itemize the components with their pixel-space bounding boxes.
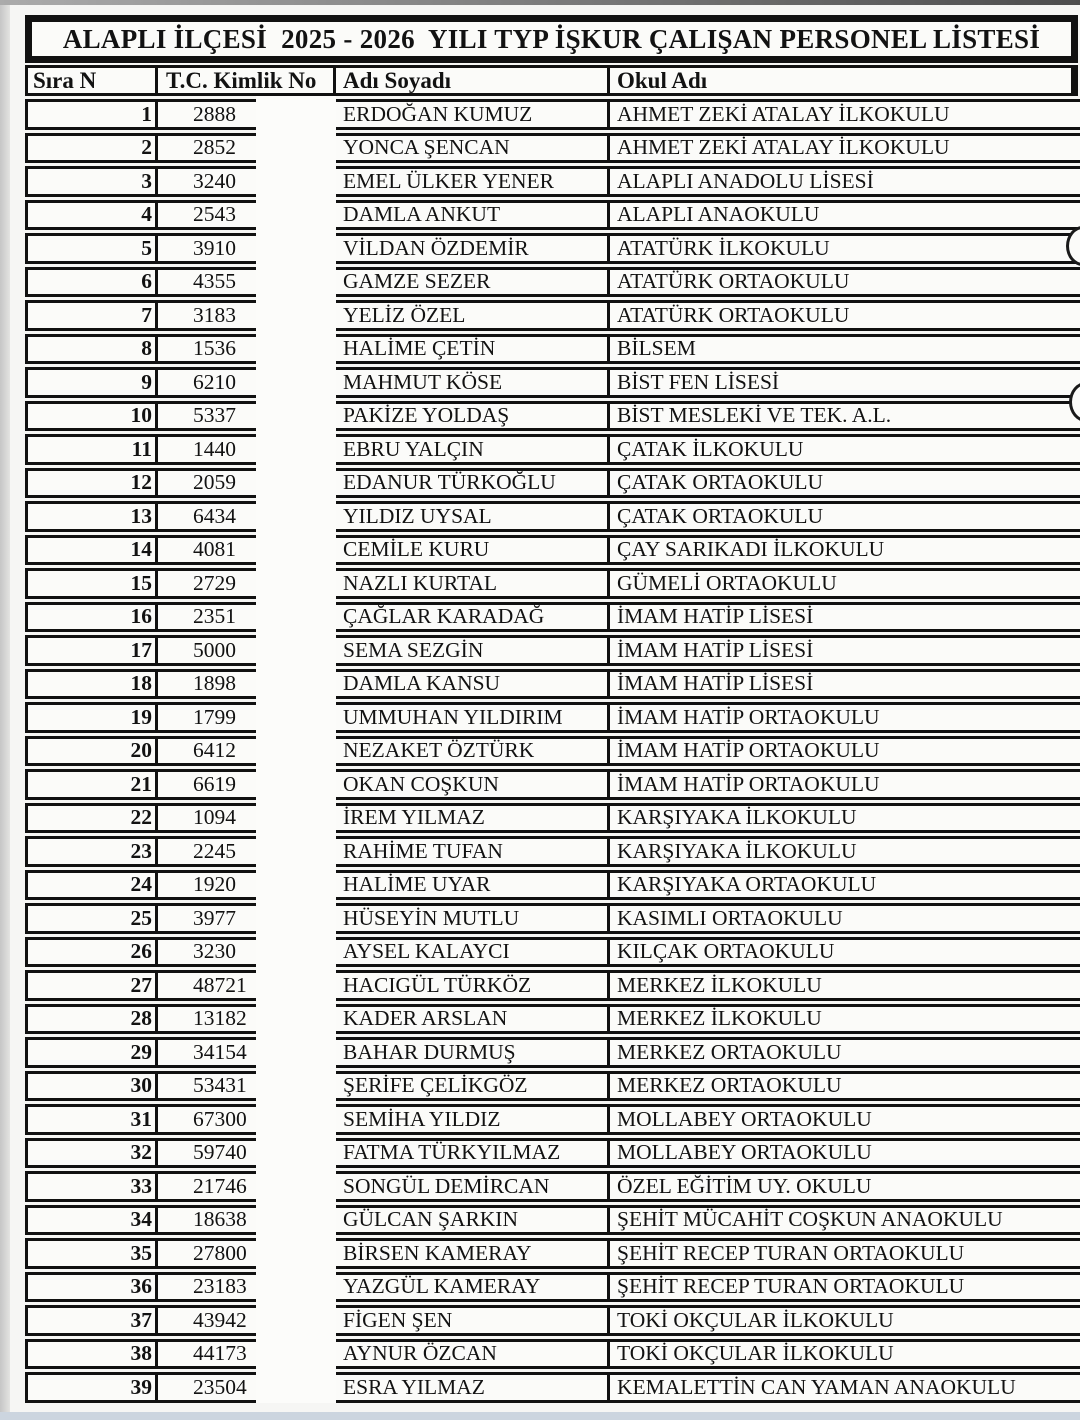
school-cell: İMAM HATİP LİSESİ: [617, 604, 814, 628]
school-cell: ÇATAK İLKOKULU: [617, 437, 804, 461]
name-cell: GÜLCAN ŞARKIN: [336, 1208, 610, 1233]
table-row: [25, 1004, 1080, 1035]
id-cell: 59740: [158, 1141, 336, 1166]
school-cell: BİST MESLEKİ VE TEK. A.L.: [617, 403, 892, 427]
school-cell: ŞEHİT RECEP TURAN ORTAOKULU: [617, 1241, 965, 1265]
name-cell: SEMA SEZGİN: [336, 638, 610, 663]
table-row: [25, 501, 1080, 532]
row-number-cell: 13: [28, 504, 158, 529]
header-order: Sıra N: [28, 68, 158, 93]
id-cell: 1898: [158, 672, 336, 697]
id-cell: 6434: [158, 504, 336, 529]
school-cell: MERKEZ İLKOKULU: [617, 1006, 822, 1030]
name-cell: NAZLI KURTAL: [336, 571, 610, 596]
table-row: [25, 937, 1080, 968]
header-national-id: T.C. Kimlik No: [158, 68, 336, 93]
table-row: [25, 635, 1080, 666]
school-cell: İMAM HATİP ORTAOKULU: [617, 772, 880, 796]
row-number-cell: 6: [28, 270, 158, 295]
row-number-cell: 17: [28, 638, 158, 663]
table-row: [25, 1104, 1080, 1135]
name-cell: YAZGÜL KAMERAY: [336, 1275, 610, 1300]
name-cell: SONGÜL DEMİRCAN: [336, 1174, 610, 1199]
row-number-cell: 10: [28, 404, 158, 429]
school-cell: AHMET ZEKİ ATALAY İLKOKULU: [617, 102, 950, 126]
name-cell: SEMİHA YILDIZ: [336, 1107, 610, 1132]
school-cell: MOLLABEY ORTAOKULU: [617, 1107, 872, 1131]
table-row: [25, 468, 1080, 499]
school-cell: ÇATAK ORTAOKULU: [617, 504, 824, 528]
id-cell: 48721: [158, 973, 336, 998]
row-number-cell: 37: [28, 1308, 158, 1333]
table-row: [25, 1339, 1080, 1370]
name-cell: UMMUHAN YILDIRIM: [336, 705, 610, 730]
id-cell: 3230: [158, 940, 336, 965]
name-cell: YILDIZ UYSAL: [336, 504, 610, 529]
row-number-cell: 28: [28, 1007, 158, 1032]
table-row: [25, 1305, 1080, 1336]
name-cell: AYNUR ÖZCAN: [336, 1342, 610, 1367]
photo-left-edge: [0, 5, 10, 1420]
row-number-cell: 7: [28, 303, 158, 328]
id-cell: 43942: [158, 1308, 336, 1333]
id-cell: 23504: [158, 1375, 336, 1400]
school-cell: KEMALETTİN CAN YAMAN ANAOKULU: [617, 1375, 1016, 1399]
name-cell: HALİME UYAR: [336, 873, 610, 898]
name-cell: İREM YILMAZ: [336, 806, 610, 831]
name-cell: OKAN COŞKUN: [336, 772, 610, 797]
name-cell: GAMZE SEZER: [336, 270, 610, 295]
id-cell: 2888: [158, 102, 336, 127]
table-body: [25, 99, 1080, 1403]
name-cell: YELİZ ÖZEL: [336, 303, 610, 328]
school-cell: MOLLABEY ORTAOKULU: [617, 1140, 872, 1164]
name-cell: FATMA TÜRKYILMAZ: [336, 1141, 610, 1166]
table-row: [25, 1272, 1080, 1303]
school-cell: ŞEHİT MÜCAHİT COŞKUN ANAOKULU: [617, 1207, 1003, 1231]
school-cell: ATATÜRK İLKOKULU: [617, 236, 830, 260]
table-row: [25, 903, 1080, 934]
name-cell: ERDOĞAN KUMUZ: [336, 102, 610, 127]
id-cell: 13182: [158, 1007, 336, 1032]
name-cell: FİGEN ŞEN: [336, 1308, 610, 1333]
row-number-cell: 38: [28, 1342, 158, 1367]
table-row: [25, 736, 1080, 767]
school-cell: İMAM HATİP ORTAOKULU: [617, 738, 880, 762]
table-row: [25, 870, 1080, 901]
table-row: [25, 970, 1080, 1001]
table-row: [25, 1238, 1080, 1269]
id-cell: 1440: [158, 437, 336, 462]
photo-bottom-edge: [0, 1412, 1080, 1420]
personnel-table: [25, 15, 1080, 1403]
table-row: [25, 836, 1080, 867]
row-number-cell: 8: [28, 337, 158, 362]
id-cell: 2852: [158, 136, 336, 161]
table-row: [25, 401, 1080, 432]
name-cell: YONCA ŞENCAN: [336, 136, 610, 161]
school-cell: AHMET ZEKİ ATALAY İLKOKULU: [617, 135, 950, 159]
name-cell: ŞERİFE ÇELİKGÖZ: [336, 1074, 610, 1099]
table-row: [25, 367, 1080, 398]
school-cell: BİST FEN LİSESİ: [617, 370, 780, 394]
school-cell: KASIMLI ORTAOKULU: [617, 906, 843, 930]
school-cell: TOKİ OKÇULAR İLKOKULU: [617, 1341, 894, 1365]
school-cell: ŞEHİT RECEP TURAN ORTAOKULU: [617, 1274, 965, 1298]
row-number-cell: 5: [28, 236, 158, 261]
table-row: [25, 300, 1080, 331]
table-row: [25, 166, 1080, 197]
id-cell: 1920: [158, 873, 336, 898]
id-cell: 44173: [158, 1342, 336, 1367]
school-cell: KILÇAK ORTAOKULU: [617, 939, 835, 963]
row-number-cell: 30: [28, 1074, 158, 1099]
name-cell: HALİME ÇETİN: [336, 337, 610, 362]
row-number-cell: 26: [28, 940, 158, 965]
table-row: [25, 1037, 1080, 1068]
name-cell: CEMİLE KURU: [336, 538, 610, 563]
name-cell: VİLDAN ÖZDEMİR: [336, 236, 610, 261]
id-cell: 6412: [158, 739, 336, 764]
id-cell: 27800: [158, 1241, 336, 1266]
name-cell: EBRU YALÇIN: [336, 437, 610, 462]
school-cell: ÖZEL EĞİTİM UY. OKULU: [617, 1174, 872, 1198]
school-cell: MERKEZ ORTAOKULU: [617, 1073, 842, 1097]
table-row: [25, 669, 1080, 700]
row-number-cell: 24: [28, 873, 158, 898]
id-cell: 5337: [158, 404, 336, 429]
row-number-cell: 3: [28, 169, 158, 194]
id-cell: 18638: [158, 1208, 336, 1233]
name-cell: EDANUR TÜRKOĞLU: [336, 471, 610, 496]
table-row: [25, 434, 1080, 465]
id-cell: 1799: [158, 705, 336, 730]
school-cell: KARŞIYAKA ORTAOKULU: [617, 872, 877, 896]
table-row: [25, 99, 1080, 130]
id-cell: 5000: [158, 638, 336, 663]
school-cell: ALAPLI ANAOKULU: [617, 202, 820, 226]
id-cell: 21746: [158, 1174, 336, 1199]
school-cell: ALAPLI ANADOLU LİSESİ: [617, 169, 874, 193]
id-cell: 53431: [158, 1074, 336, 1099]
id-cell: 2059: [158, 471, 336, 496]
row-number-cell: 19: [28, 705, 158, 730]
row-number-cell: 25: [28, 906, 158, 931]
name-cell: KADER ARSLAN: [336, 1007, 610, 1032]
school-cell: KARŞIYAKA İLKOKULU: [617, 805, 857, 829]
row-number-cell: 29: [28, 1040, 158, 1065]
row-number-cell: 34: [28, 1208, 158, 1233]
row-number-cell: 22: [28, 806, 158, 831]
row-number-cell: 1: [28, 102, 158, 127]
table-row: [25, 1071, 1080, 1102]
row-number-cell: 9: [28, 370, 158, 395]
table-row: [25, 535, 1080, 566]
name-cell: HÜSEYİN MUTLU: [336, 906, 610, 931]
school-cell: GÜMELİ ORTAOKULU: [617, 571, 837, 595]
table-row: [25, 1171, 1080, 1202]
table-row: [25, 200, 1080, 231]
table-row: [25, 803, 1080, 834]
table-header-row: [25, 65, 1078, 96]
photo-top-edge: [0, 0, 1080, 5]
name-cell: RAHİME TUFAN: [336, 839, 610, 864]
school-cell: BİLSEM: [617, 336, 696, 360]
row-number-cell: 31: [28, 1107, 158, 1132]
table-row: [25, 267, 1080, 298]
table-row: [25, 1205, 1080, 1236]
name-cell: ESRA YILMAZ: [336, 1375, 610, 1400]
id-cell: 3183: [158, 303, 336, 328]
header-full-name: Adı Soyadı: [336, 68, 610, 93]
table-row: [25, 702, 1080, 733]
school-cell: İMAM HATİP LİSESİ: [617, 671, 814, 695]
row-number-cell: 16: [28, 605, 158, 630]
id-cell: 67300: [158, 1107, 336, 1132]
row-number-cell: 35: [28, 1241, 158, 1266]
name-cell: BAHAR DURMUŞ: [336, 1040, 610, 1065]
school-cell: TOKİ OKÇULAR İLKOKULU: [617, 1308, 894, 1332]
id-cell: 4355: [158, 270, 336, 295]
school-cell: ATATÜRK ORTAOKULU: [617, 269, 850, 293]
table-row: [25, 334, 1080, 365]
school-cell: MERKEZ İLKOKULU: [617, 973, 822, 997]
header-school: Okul Adı: [617, 68, 708, 93]
row-number-cell: 39: [28, 1375, 158, 1400]
school-cell: ATATÜRK ORTAOKULU: [617, 303, 850, 327]
id-cell: 1094: [158, 806, 336, 831]
name-cell: PAKİZE YOLDAŞ: [336, 404, 610, 429]
name-cell: NEZAKET ÖZTÜRK: [336, 739, 610, 764]
name-cell: DAMLA ANKUT: [336, 203, 610, 228]
table-row: [25, 769, 1080, 800]
page-title: ALAPLI İLÇESİ 2025 - 2026 YILI TYP İŞKUR ÇALIŞAN PERSONEL LİSTESİ: [62, 23, 1041, 54]
row-number-cell: 32: [28, 1141, 158, 1166]
name-cell: HACIGÜL TÜRKÖZ: [336, 973, 610, 998]
name-cell: DAMLA KANSU: [336, 672, 610, 697]
id-cell: 34154: [158, 1040, 336, 1065]
table-row: [25, 568, 1080, 599]
id-cell: 3240: [158, 169, 336, 194]
row-number-cell: 36: [28, 1275, 158, 1300]
name-cell: EMEL ÜLKER YENER: [336, 169, 610, 194]
id-cell: 3977: [158, 906, 336, 931]
row-number-cell: 18: [28, 672, 158, 697]
school-cell: ÇAY SARIKADI İLKOKULU: [617, 537, 885, 561]
row-number-cell: 21: [28, 772, 158, 797]
row-number-cell: 33: [28, 1174, 158, 1199]
row-number-cell: 23: [28, 839, 158, 864]
id-cell: 4081: [158, 538, 336, 563]
row-number-cell: 11: [28, 437, 158, 462]
row-number-cell: 12: [28, 471, 158, 496]
table-row: [25, 602, 1080, 633]
table-row: [25, 133, 1080, 164]
id-cell: 3910: [158, 236, 336, 261]
id-cell: 6619: [158, 772, 336, 797]
id-cell: 2729: [158, 571, 336, 596]
row-number-cell: 4: [28, 203, 158, 228]
id-cell: 2543: [158, 203, 336, 228]
id-cell: 1536: [158, 337, 336, 362]
id-cell: 2245: [158, 839, 336, 864]
row-number-cell: 2: [28, 136, 158, 161]
table-title-bar: [25, 15, 1078, 63]
id-cell: 6210: [158, 370, 336, 395]
school-cell: İMAM HATİP LİSESİ: [617, 638, 814, 662]
id-cell: 2351: [158, 605, 336, 630]
name-cell: ÇAĞLAR KARADAĞ: [336, 605, 610, 630]
row-number-cell: 20: [28, 739, 158, 764]
id-cell: 23183: [158, 1275, 336, 1300]
name-cell: MAHMUT KÖSE: [336, 370, 610, 395]
school-cell: KARŞIYAKA İLKOKULU: [617, 839, 857, 863]
id-redaction-strip: [256, 96, 336, 1403]
school-cell: İMAM HATİP ORTAOKULU: [617, 705, 880, 729]
name-cell: AYSEL KALAYCI: [336, 940, 610, 965]
table-row: [25, 1138, 1080, 1169]
table-row: [25, 1372, 1080, 1403]
school-cell: MERKEZ ORTAOKULU: [617, 1040, 842, 1064]
row-number-cell: 27: [28, 973, 158, 998]
school-cell: ÇATAK ORTAOKULU: [617, 470, 824, 494]
row-number-cell: 15: [28, 571, 158, 596]
name-cell: BİRSEN KAMERAY: [336, 1241, 610, 1266]
table-row: [25, 233, 1080, 264]
row-number-cell: 14: [28, 538, 158, 563]
